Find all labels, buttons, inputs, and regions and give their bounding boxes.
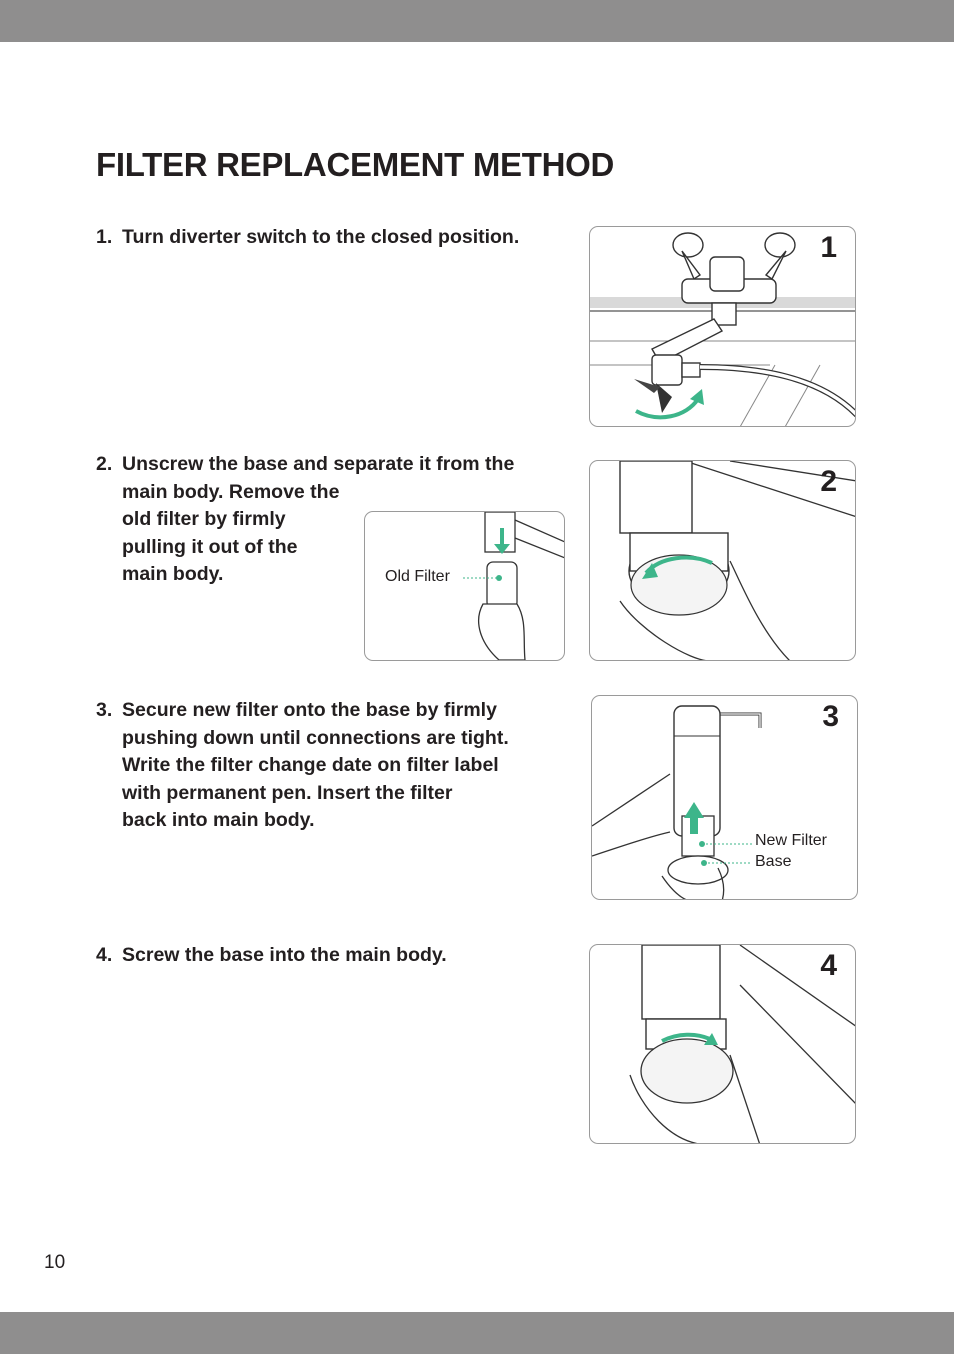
figure-number: 3 (822, 700, 839, 733)
step-number: 1. (96, 226, 113, 248)
step-text-line: Turn diverter switch to the closed position. (122, 226, 520, 248)
unscrew-base-illustration (590, 461, 856, 661)
step-number: 2. (96, 453, 113, 475)
figure-3-new-filter (591, 695, 858, 900)
step-text-line: pushing down until connections are tight. (122, 726, 509, 749)
screw-base-illustration (590, 945, 856, 1144)
step-text-line: pulling it out of the (122, 535, 298, 558)
footer-band (0, 1312, 954, 1354)
step-text-line: Secure new filter onto the base by firmly (122, 699, 497, 721)
figure-number: 1 (820, 231, 837, 264)
figure-2-unscrew (589, 460, 856, 661)
figure-4-screw-base (589, 944, 856, 1144)
step-text-line: back into main body. (122, 809, 315, 831)
step-4 (96, 942, 447, 970)
figure-number: 4 (820, 949, 837, 982)
step-text-line: main body. (122, 563, 224, 585)
old-filter-callout: Old Filter (385, 568, 450, 585)
step-text-line: old filter by firmly (122, 508, 286, 530)
step-text-line: Write the filter change date on filter label (122, 754, 499, 776)
step-number: 4. (96, 944, 113, 966)
figure-2-old-filter (364, 511, 565, 661)
step-text-line: Unscrew the base and separate it from the (122, 453, 515, 475)
step-text-line: with permanent pen. Insert the filter (122, 781, 453, 804)
step-number: 3. (96, 699, 113, 721)
step-3 (96, 697, 509, 835)
figure-number: 2 (820, 465, 837, 498)
new-filter-illustration (592, 696, 858, 900)
step-text-line: Screw the base into the main body. (122, 944, 447, 966)
old-filter-removal-illustration (365, 512, 565, 661)
step-1 (96, 224, 519, 252)
page-title: FILTER REPLACEMENT METHOD (96, 146, 615, 183)
faucet-diverter-illustration (590, 227, 856, 427)
figure-1-diverter (589, 226, 856, 427)
base-callout: Base (755, 853, 792, 870)
step-text-line: main body. Remove the (122, 480, 340, 503)
header-band (0, 0, 954, 42)
page-number: 10 (44, 1252, 66, 1273)
new-filter-callout: New Filter (755, 832, 828, 849)
